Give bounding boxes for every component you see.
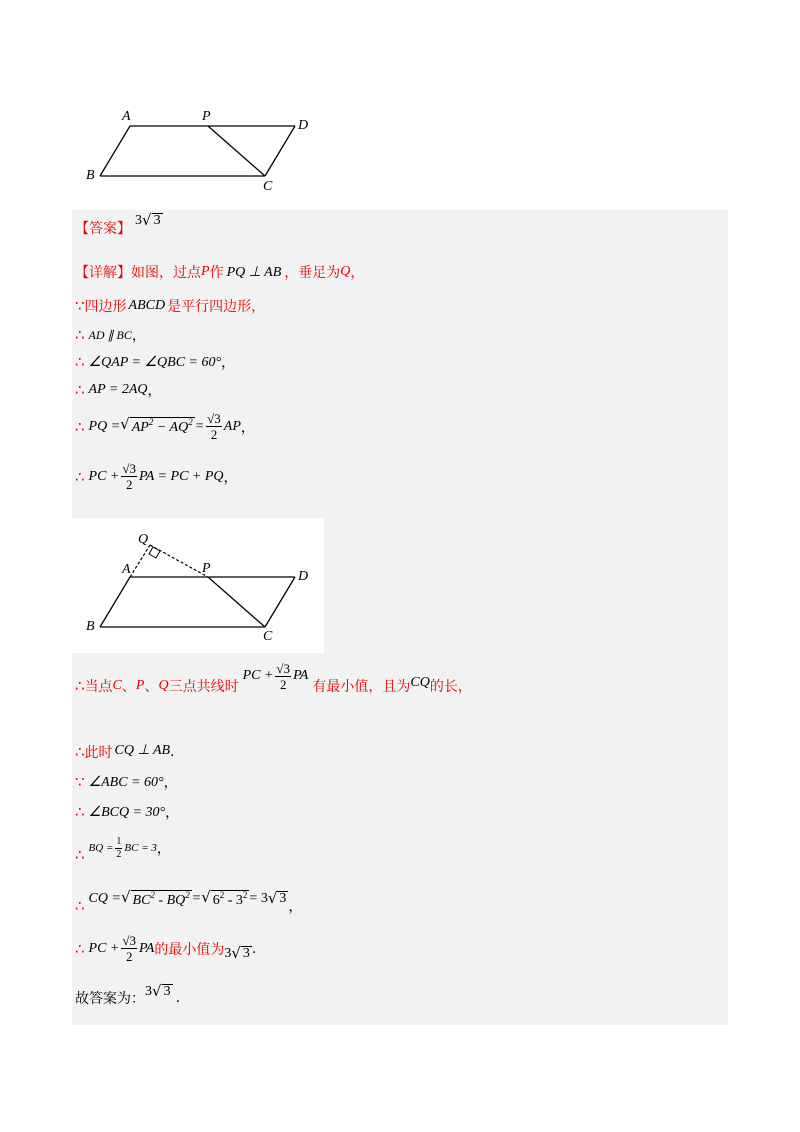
line-9: ∴ 此时 CQ ⊥ AB . [75, 742, 175, 761]
line-8: ∴ 当点 C 、 P 、 Q 三点共线时 PC + $\frac{√3}{2}$ PA 有最小值，且为 CQ 的长， [75, 660, 472, 695]
answer-sqrt: √ 3 [142, 211, 161, 230]
label-d: D [298, 118, 309, 133]
label-q: Q [138, 532, 149, 547]
label-b2: B [86, 619, 95, 634]
line-4: ∴ ∠QAP = ∠QBC = 60° ， [75, 353, 236, 371]
label-c: C [263, 179, 273, 194]
line-12: ∴ BQ = $\frac{1}{2}$ BC = 3 ， [75, 835, 171, 864]
parallelogram-figure-1 [80, 100, 330, 195]
line-11: ∴ ∠BCQ = 30° ， [75, 803, 180, 821]
line-10: ∵ ∠ABC = 60° ， [75, 773, 178, 791]
line-5: ∴ AP = 2AQ ， [75, 381, 162, 399]
line-13: ∴ CQ = √ $BC^2 - BQ^2$ = √ $6^2 - 3^2$ = 3 √ 3 ， [75, 887, 303, 915]
parallelogram-figure-2 [80, 525, 330, 647]
answer-tag: 【答案】 [75, 221, 131, 237]
label-d2: D [298, 569, 309, 584]
label-p: P [202, 109, 211, 124]
line-6: ∴ PQ = √ $AP^2 - AQ^2$ = $\frac{√3}{2}$ AP ， [75, 411, 255, 442]
label-p2: P [202, 561, 211, 576]
line-7: ∴ PC + $\frac{√3}{2}$ PA = PC + PQ ， [75, 461, 238, 492]
label-b: B [86, 168, 95, 183]
line-14: ∴ PC + $\frac{√3}{2}$ PA 的最小值为 3 √ 3 . [75, 933, 257, 964]
detail-tag: 【详解】 [75, 265, 131, 281]
label-a: A [122, 109, 131, 124]
answer-coef: 3 [135, 213, 142, 228]
line-3: ∴ AD ∥ BC ， [75, 326, 146, 344]
line-15: 故答案为： 3 √ 3 . [75, 982, 181, 1007]
line-2: ∵ 四边形 ABCD 是平行四边形， [75, 297, 266, 315]
detail-line: 【详解】 如图，过点 P 作 PQ ⊥ AB ，垂足为 Q ， [75, 264, 365, 281]
answer-line [75, 211, 163, 238]
label-a2: A [122, 562, 131, 577]
label-c2: C [263, 629, 273, 644]
